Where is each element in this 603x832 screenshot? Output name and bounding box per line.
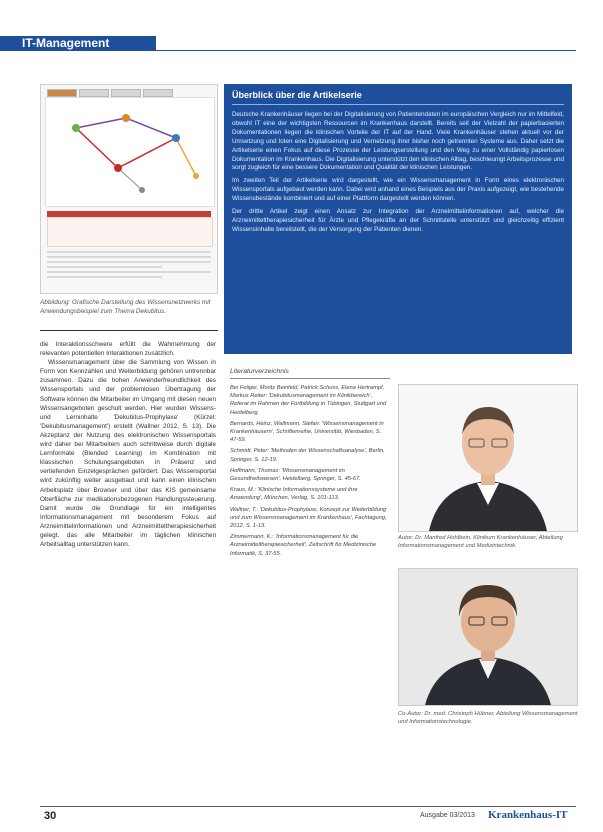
series-overview-box [224,84,572,354]
literature-entry: Zimmermann, K.: 'Informationsmanagement für die Arzneimitteltherapiesicherheit', Zeitschrift für Medizinische Informatik, S. 37-55. [230,534,377,557]
network-node [139,187,145,193]
diagram-background [46,98,214,206]
text-line [47,276,162,278]
author-portrait-2 [399,569,577,705]
author-photo-2 [398,568,578,706]
overview-paragraph: Deutsche Krankenhäuser liegen bei der Digitalisierung von Patientendaten im europäischen Vergleich nur im Mittelfeld, obwohl IT eine der wichtigsten Ressourcen im Krankenhaus darstellt. Bereits seit der Vielzahl der papierbasierten Dokumentationen liegen die klinischen Vorteile der IT auf der Hand. Viele Krankenhäuser stehen aktuell vor der Umsetzung und loten eine Digitalisierung und Vernetzung ihrer bisher noch getrennten Systeme aus. Daher setzt die Artikelserie einen Fokus auf diese Prozesse der Leistungserstellung und den Weg zu einer Vollständig papierlosen Dokumentation im Krankenhaus. Die Digitalisierung unterstützt den klinischen Alltag, beschleunigt Arbeitsprozesse und sorgt zugleich für eine bessere Dokumentation und Qualität der klinischen Leistungen. [232,111,564,172]
overview-rule [232,104,564,105]
page-number: 30 [44,810,57,822]
literature-entry: Wallner, T.: 'Dekubitus-Prophylaxe, Konzept zur Weiterbildung und zum Wissensmanagement im Krankenhaus', Fachtagung, 2012, S. 1-13. [230,506,387,530]
author-photo-1 [398,384,578,532]
knowledge-portal-screenshot [40,84,218,294]
screenshot-tab [47,89,77,97]
literature-heading: Literaturverzeichnis [230,368,289,375]
network-diagram-svg [46,98,214,206]
footer-rule [40,806,576,807]
header-rule [156,50,576,51]
literature-entry: Bernards, Heinz, Wallmann, Stefan: 'Wissensmanagement in Krankenhäusern', Schriftenreihe, Universität, Wiesbaden, S. 47-59. [230,420,384,444]
literature-entry: Bei Feligei, Moritz Beinfeld, Patrick Schoss, Elena Hertrampf, Markus Reiter: 'Dekubitusmanagement im Klinikbereich', Referat im Rahmen der Fortbildung in Tübingen, Stuttgart und Heidelberg. [230,385,387,416]
network-node [114,164,122,172]
screenshot-tab [143,89,173,97]
body-paragraph: Wissensmanagement über die Sammlung von Wissen in Form von Kennzahlen und Weiterbildung gehören untrennbar zusammen. Dazu die hohen Anwenderfreundlichkeit des Wissensportals und der problemlosen Übertragung der Software können die Mitarbeiter im Umgang mit diesen neuen Wissensangeboten geschult werden. Hier wurden Wissens- und Lerninhalte 'Dekubitus-Prophylaxe' (Kürzel: 'Dekubitusmanagement') erstellt (Wallner 2012, S. 13). Die Akzeptanz der Nutzung des elektronischen Wissensportals wird daher bei Mitarbeitern auch schrittweise durch digitale Lernformate (Blended Learning) im Kombination mit klassischen Schulungsangeboten in Präsenz und vertiefenden Einzelgesprächen gefördert. Das Wissensportal wird zukünftig weiter ausgebaut und kann einen klinischen Arbeitsplatz über Browser und über das KIS gemeinsame Oberfläche zur medikationsbezogenen Handlungssteuerung. Damit wurde die Grundlage für ein intelligentes Informationsmanagement mit besonderem Fokus auf Arzneimittelinformationen und Arzneimitteltherapiesicherheit gelegt, das alle Mitarbeiter im täglichen klinischen Arbeitsalltag unterstützen kann. [40,359,216,549]
network-node [193,173,199,179]
screenshot-panel [47,217,213,247]
caption-rule [40,330,218,331]
screenshot-tab [111,89,141,97]
text-line [47,256,211,258]
screenshot-text-lines [47,251,211,289]
author-caption-2: Co-Autor: Dr. med. Christoph Hübner, Abteilung Wissensmanagement und Informationstechnologie. [398,711,578,725]
magazine-logo: Krankenhaus-IT [488,809,568,821]
issue-label: Ausgabe 03/2013 [420,812,475,819]
literature-entry: Hoffmann, Thomas: 'Wissensmanagement im Gesundheitswesen', Heidelberg, Springer, S. 45-67. [230,467,361,483]
overview-paragraph: Der dritte Artikel zeigt einen Ansatz zur Integration der Arzneimittelinformationen auf, welcher die Arzneimitteltherapiesicherheit für Ärzte und Pflegekräfte an der Schnittstelle unterstützt und gleichzeitig effizient Wissensinhalte bereitstellt, die der Versorgung der Patienten dienen. [232,208,564,233]
text-line [47,266,162,268]
text-line [47,271,211,273]
body-paragraph: die Interaktionsschwere erfüllt die Wahrnehmung der relevanten potentiellen Interaktionen zusätzlich. [40,341,216,358]
author-portrait-1 [399,385,577,531]
literature-entry: Schmidt, Peter: 'Methoden der Wissenschaftsanalyse', Berlin, Springer, S. 12-19. [230,448,385,463]
literature-rule [230,378,390,379]
network-node [72,124,80,132]
overview-paragraph: Im zweiten Teil der Artikelserie wird dargestellt, wie ein Wissensmanagement in Form eines elektronischen Wissensportals aufgebaut werden kann. Dabei wird anhand eines Beispiels aus der Praxis aufgezeigt, wie bestehende Wissensbestände kombiniert und auf einer Plattform dargestellt werden können. [232,177,564,203]
text-line [47,251,211,253]
network-node [172,134,180,142]
figure-caption: Abbildung: Grafische Darstellung des Wissensnetzwerks mit Anwendungsbeispiel zum Thema Dekubitus. [40,299,211,315]
text-line [47,261,211,263]
literature-list [230,384,388,561]
network-node [122,114,130,122]
overview-title: Überblick über die Artikelserie [232,90,362,100]
body-text-left [40,340,216,549]
literature-entry: Kraus, M.: 'Klinische Informationssysteme und ihre Anwendung', München, Verlag, S. 101-113. [230,487,358,502]
network-diagram [45,97,215,207]
screenshot-tabs [47,89,173,95]
section-header: IT-Management [0,36,156,51]
author-caption-1: Autor: Dr. Manfred Hohlbein, Klinikum Krankenhäuser, Abteilung Informationsmanagement und Medizintechnik. [398,535,563,549]
screenshot-tab [79,89,109,97]
